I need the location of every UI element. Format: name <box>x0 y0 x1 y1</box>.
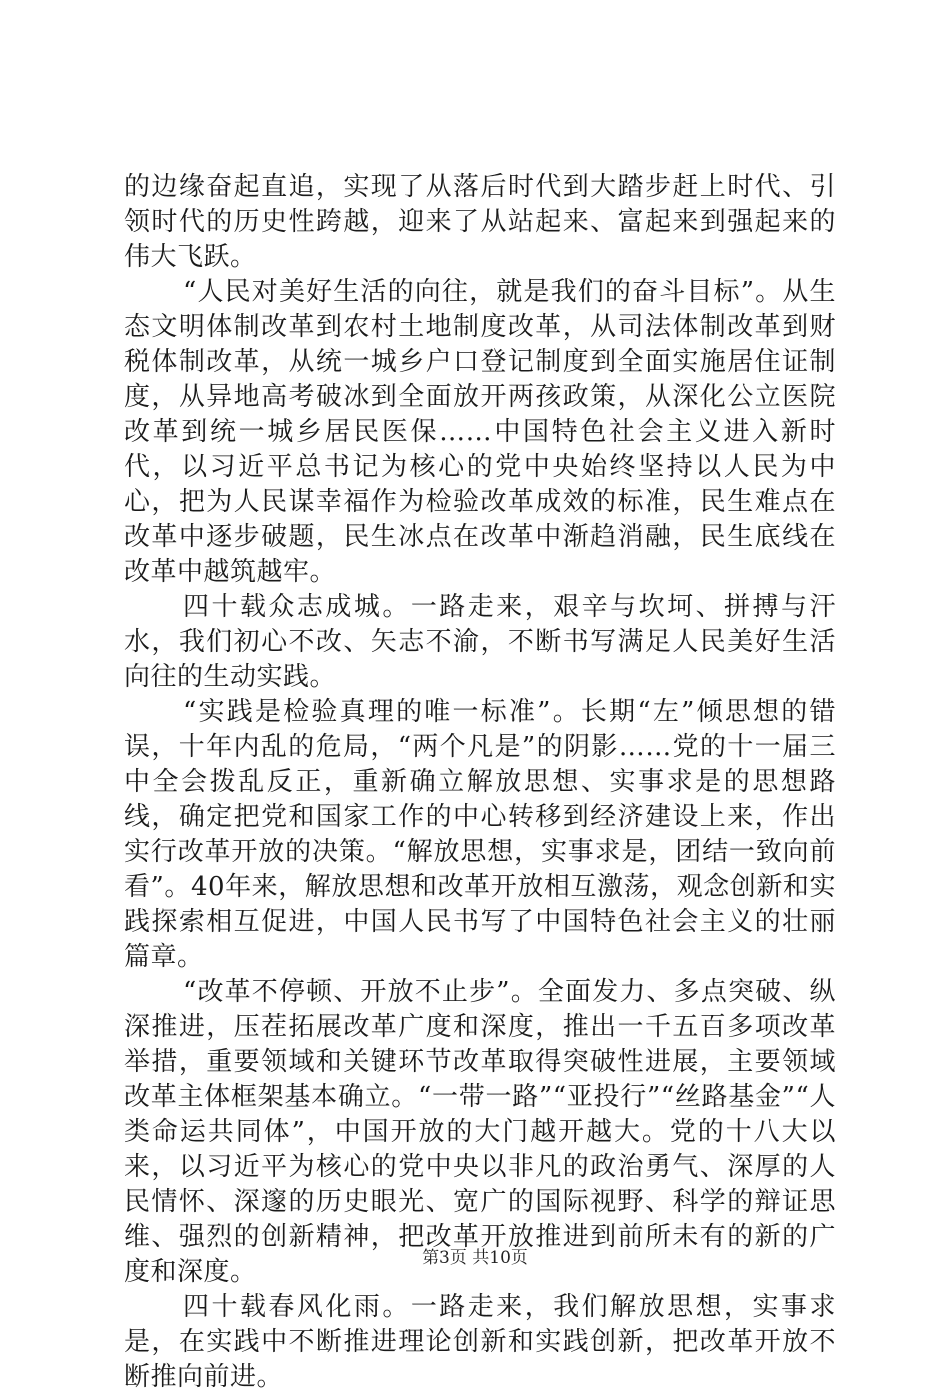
page-number-footer: 第3页 共10页 <box>422 1248 528 1268</box>
paragraph-2: “人民对美好生活的向往，就是我们的奋斗目标”。从生态文明体制改革到农村土地制度改革，从司法体制改革到财税体制改革，从统一城乡户口登记制度到全面实施居住证制度，从异地高考破冰到全面放开两孩政策，从深化公立医院改革到统一城乡居民医保……中国特色社会主义进入新时代，以习近平总书记为核心的党中央始终坚持以人民为中心，把为人民谋幸福作为检验改革成效的标准，民生难点在改革中逐步破题，民生冰点在改革中渐趋消融，民生底线在改革中越筑越牢。 <box>124 277 836 587</box>
document-body <box>124 170 836 1395</box>
paragraph-4: “实践是检验真理的唯一标准”。长期“左”倾思想的错误，十年内乱的危局，“两个凡是”的阴影……党的十一届三中全会拨乱反正，重新确立解放思想、实事求是的思想路线，确定把党和国家工作的中心转移到经济建设上来，作出实行改革开放的决策。“解放思想，实事求是，团结一致向前看”。40年来，解放思想和改革开放相互激荡，观念创新和实践探索相互促进，中国人民书写了中国特色社会主义的壮丽篇章。 <box>124 697 836 972</box>
paragraph-3: 四十载众志成城。一路走来，艰辛与坎坷、拼搏与汗水，我们初心不改、矢志不渝，不断书写满足人民美好生活向往的生动实践。 <box>124 592 836 692</box>
paragraph-5: “改革不停顿、开放不止步”。全面发力、多点突破、纵深推进，压茬拓展改革广度和深度，推出一千五百多项改革举措，重要领域和关键环节改革取得突破性进展，主要领域改革主体框架基本确立。“一带一路”“亚投行”“丝路基金”“人类命运共同体”，中国开放的大门越开越大。党的十八大以来，以习近平为核心的党中央以非凡的政治勇气、深厚的人民情怀、深邃的历史眼光、宽广的国际视野、科学的辩证思维、强烈的创新精神，把改革开放推进到前所未有的新的广度和深度。 <box>124 977 836 1287</box>
paragraph-1: 的边缘奋起直追，实现了从落后时代到大踏步赶上时代、引领时代的历史性跨越，迎来了从站起来、富起来到强起来的伟大飞跃。 <box>124 172 836 272</box>
paragraph-6: 四十载春风化雨。一路走来，我们解放思想，实事求是，在实践中不断推进理论创新和实践创新，把改革开放不断推向前进。 <box>124 1292 836 1392</box>
